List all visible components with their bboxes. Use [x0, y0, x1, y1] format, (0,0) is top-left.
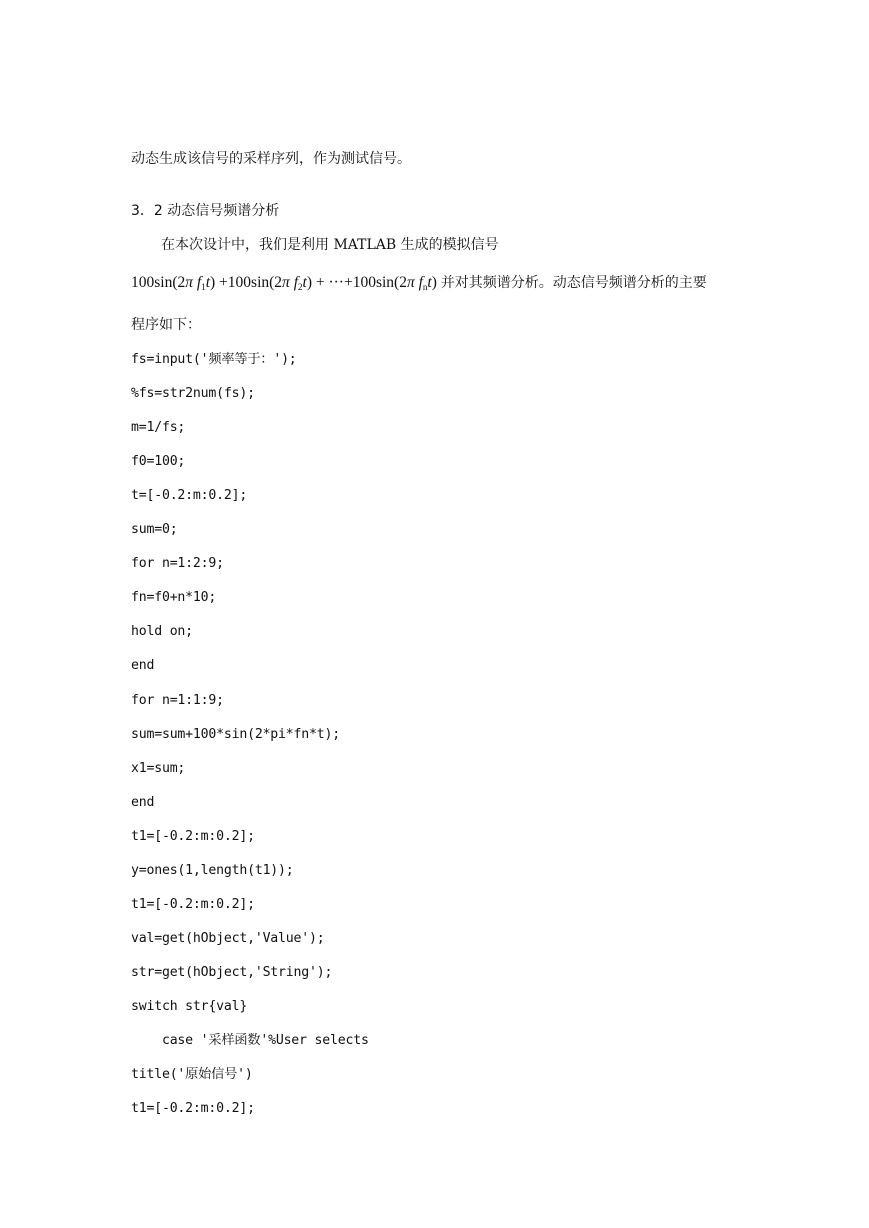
formula-f-1: f [196, 274, 202, 291]
code-line: for n=1:1:9; [131, 693, 224, 708]
code-line: hold on; [131, 624, 193, 639]
code-line: for n=1:2:9; [131, 556, 224, 571]
formula-t-1: t [205, 274, 211, 291]
formula-tail-text: 并对其频谱分析。动态信号频谱分析的主要 [440, 275, 707, 291]
paragraph-line-3: 程序如下： [131, 317, 201, 333]
code-line: y=ones(1,length(t1)); [131, 863, 294, 878]
code-line: end [131, 795, 155, 810]
code-line: val=get(hObject,'Value'); [131, 931, 325, 946]
code-line: %fs=str2num(fs); [131, 386, 255, 401]
formula-pi-2: π [282, 274, 290, 291]
code-line: f0=100; [131, 454, 186, 469]
formula-close: ) [431, 274, 437, 291]
formula-pi-1: π [185, 274, 194, 291]
formula-f-n: f [418, 274, 423, 291]
code-line: m=1/fs; [131, 420, 186, 435]
code-line: switch str{val} [131, 999, 248, 1014]
code-line: fn=f0+n*10; [131, 590, 217, 605]
intro-tail-text: 动态生成该信号的采样序列，作为测试信号。 [131, 151, 411, 167]
formula-t-n: t [427, 274, 432, 291]
formula-term-2-start: ) +100sin(2 [210, 274, 283, 291]
code-line: end [131, 658, 155, 673]
signal-formula [131, 274, 707, 292]
code-line: t1=[-0.2:m:0.2]; [131, 829, 255, 844]
code-line: t1=[-0.2:m:0.2]; [131, 897, 255, 912]
code-line: sum=sum+100*sin(2*pi*fn*t); [131, 727, 340, 742]
formula-term-n-start: ) + ···+100sin(2 [306, 274, 407, 291]
formula-f-2: f [293, 274, 298, 291]
formula-sub-2: 2 [298, 282, 303, 292]
code-line: x1=sum; [131, 761, 186, 776]
code-line: fs=input('频率等于：'); [131, 352, 297, 367]
code-line: t1=[-0.2:m:0.2]; [131, 1101, 255, 1116]
code-line: case '采样函数'%User selects [131, 1033, 369, 1048]
code-line: str=get(hObject,'String'); [131, 965, 333, 980]
paragraph-line-1: 在本次设计中，我们是利用 MATLAB 生成的模拟信号 [161, 237, 499, 253]
formula-sub-1: 1 [201, 282, 206, 292]
formula-term-1-start: 100sin(2 [131, 274, 186, 291]
section-heading: 3．2 动态信号频谱分析 [131, 203, 280, 219]
formula-sub-n: n [422, 282, 428, 292]
code-line: t=[-0.2:m:0.2]; [131, 488, 248, 503]
code-line: sum=0; [131, 522, 178, 537]
formula-pi-n: π [406, 274, 415, 291]
formula-t-2: t [302, 274, 307, 291]
code-line: title('原始信号') [131, 1067, 253, 1082]
